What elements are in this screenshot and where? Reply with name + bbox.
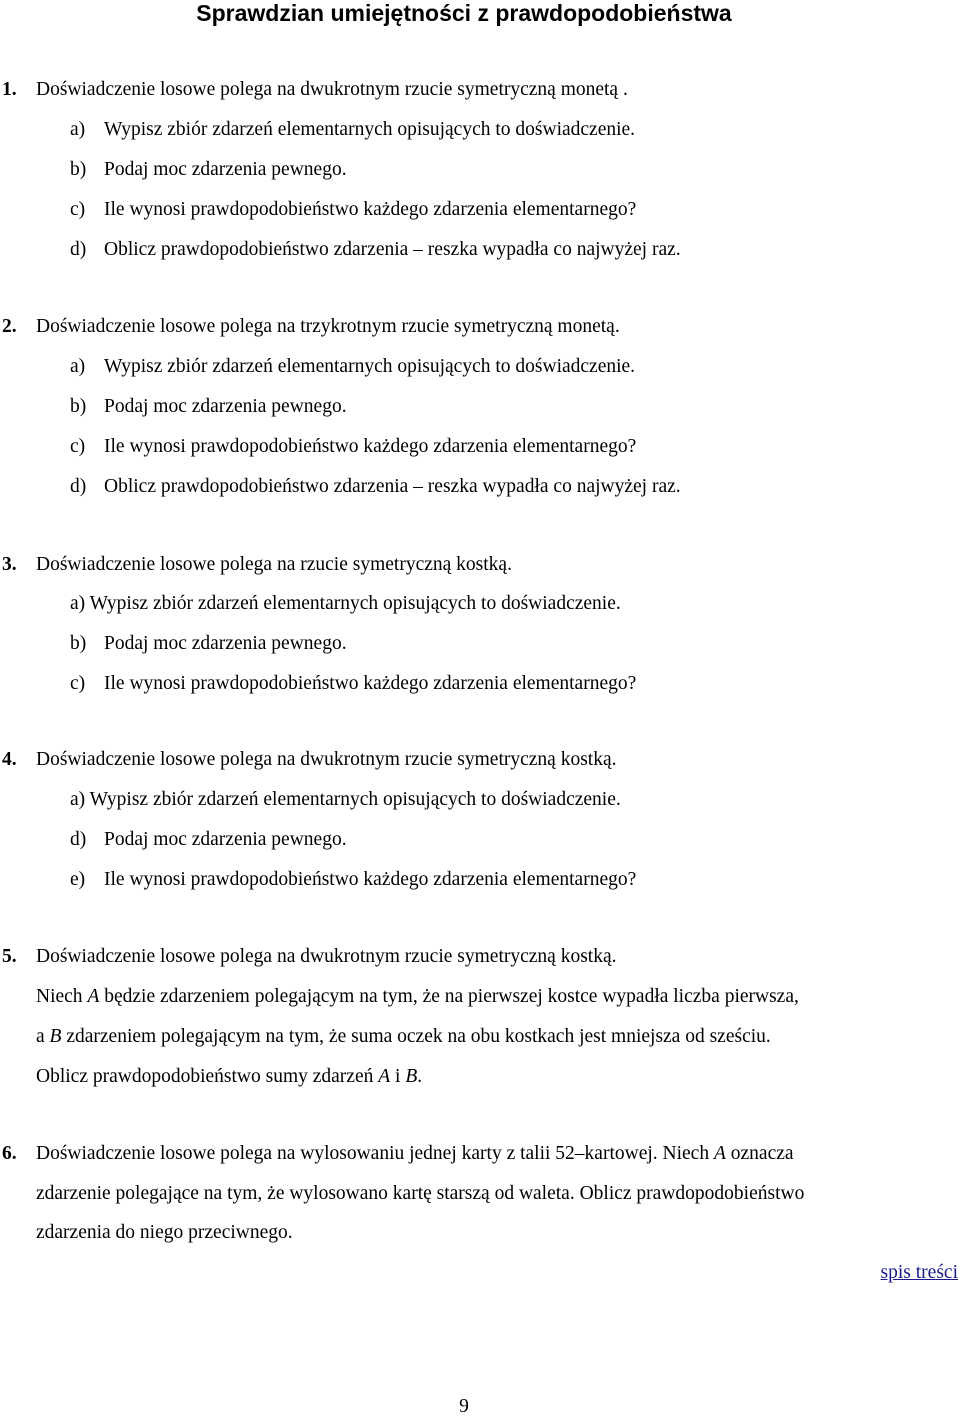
subquestion-a: a) Wypisz zbiór zdarzeń elementarnych opisujących to doświadczenie. bbox=[70, 593, 621, 614]
subquestion-c bbox=[70, 436, 636, 458]
text-fragment: Doświadczenie losowe polega na wylosowaniu jednej karty z talii 52–kartowej. Niech bbox=[36, 1143, 714, 1164]
subquestion-label: e) bbox=[70, 869, 86, 890]
subquestion-label: b) bbox=[70, 633, 87, 654]
subquestion-text: Oblicz prawdopodobieństwo zdarzenia – reszka wypadła co najwyżej raz. bbox=[104, 476, 681, 497]
text-fragment: Oblicz prawdopodobieństwo sumy zdarzeń bbox=[36, 1066, 379, 1087]
question-stem: Doświadczenie losowe polega na trzykrotnym rzucie symetryczną monetą. bbox=[36, 316, 620, 337]
question-text-line-2 bbox=[36, 1026, 771, 1048]
subquestion-label: a) bbox=[70, 119, 86, 140]
question-text-line-1 bbox=[36, 986, 799, 1008]
subquestion-label: d) bbox=[70, 476, 87, 497]
subquestion-label: c) bbox=[70, 673, 86, 694]
question-number: 5. bbox=[2, 946, 17, 967]
text-fragment: . bbox=[417, 1066, 423, 1087]
subquestion-text: Ile wynosi prawdopodobieństwo każdego zdarzenia elementarnego? bbox=[104, 436, 637, 457]
subquestion-label: b) bbox=[70, 159, 87, 180]
variable-a: A bbox=[378, 1066, 391, 1087]
subquestion-b bbox=[70, 159, 347, 181]
text-fragment: oznacza bbox=[725, 1143, 794, 1164]
subquestion-label: c) bbox=[70, 436, 86, 457]
subquestion-text: Podaj moc zdarzenia pewnego. bbox=[104, 829, 347, 850]
text-fragment: zdarzeniem polegającym na tym, że suma oczek na obu kostkach jest mniejsza od sześciu. bbox=[61, 1026, 771, 1047]
subquestion-text: Podaj moc zdarzenia pewnego. bbox=[104, 159, 347, 180]
subquestion-text: Podaj moc zdarzenia pewnego. bbox=[104, 633, 347, 654]
subquestion-c bbox=[70, 673, 636, 695]
subquestion-d bbox=[70, 239, 681, 261]
question-number: 6. bbox=[2, 1143, 17, 1164]
question-text-line-3: zdarzenia do niego przeciwnego. bbox=[36, 1222, 293, 1243]
subquestion-c bbox=[70, 199, 636, 221]
subquestion-a bbox=[70, 356, 635, 378]
subquestion-b bbox=[70, 633, 347, 655]
subquestion-text: Ile wynosi prawdopodobieństwo każdego zdarzenia elementarnego? bbox=[104, 869, 637, 890]
subquestion-label: b) bbox=[70, 396, 87, 417]
subquestion-label: c) bbox=[70, 199, 86, 220]
text-fragment: a bbox=[36, 1026, 50, 1047]
text-fragment: będzie zdarzeniem polegającym na tym, że na pierwszej kostce wypadła liczba pierwsza, bbox=[99, 986, 799, 1007]
subquestion-d bbox=[70, 476, 681, 498]
question-number: 2. bbox=[2, 316, 17, 337]
question-number: 3. bbox=[2, 554, 17, 575]
question-number: 4. bbox=[2, 749, 17, 770]
subquestion-text: Wypisz zbiór zdarzeń elementarnych opisujących to doświadczenie. bbox=[104, 119, 636, 140]
text-fragment: i bbox=[390, 1066, 406, 1087]
subquestion-text: Wypisz zbiór zdarzeń elementarnych opisujących to doświadczenie. bbox=[104, 356, 636, 377]
variable-b: B bbox=[405, 1066, 418, 1087]
subquestion-label: a) bbox=[70, 356, 86, 377]
subquestion-e bbox=[70, 869, 636, 891]
subquestion-text: Oblicz prawdopodobieństwo zdarzenia – reszka wypadła co najwyżej raz. bbox=[104, 239, 681, 260]
variable-b: B bbox=[49, 1026, 62, 1047]
question-stem: Doświadczenie losowe polega na rzucie symetryczną kostką. bbox=[36, 554, 512, 575]
question-text-line-3 bbox=[36, 1066, 422, 1088]
question-stem: Doświadczenie losowe polega na dwukrotnym rzucie symetryczną kostką. bbox=[36, 749, 617, 770]
subquestion-text: Podaj moc zdarzenia pewnego. bbox=[104, 396, 347, 417]
variable-a: A bbox=[713, 1143, 726, 1164]
page-title: Sprawdzian umiejętności z prawdopodobieństwa bbox=[196, 0, 732, 26]
table-of-contents-link[interactable]: spis treści bbox=[880, 1262, 958, 1283]
question-stem: Doświadczenie losowe polega na dwukrotnym rzucie symetryczną monetą . bbox=[36, 79, 628, 100]
subquestion-text: Ile wynosi prawdopodobieństwo każdego zdarzenia elementarnego? bbox=[104, 673, 637, 694]
subquestion-label: d) bbox=[70, 829, 87, 850]
question-number: 1. bbox=[2, 79, 17, 100]
variable-a: A bbox=[87, 986, 100, 1007]
subquestion-a bbox=[70, 119, 635, 141]
page-number: 9 bbox=[459, 1396, 469, 1417]
subquestion-text: Ile wynosi prawdopodobieństwo każdego zdarzenia elementarnego? bbox=[104, 199, 637, 220]
question-stem: Doświadczenie losowe polega na dwukrotnym rzucie symetryczną kostką. bbox=[36, 946, 617, 967]
text-fragment: Niech bbox=[36, 986, 88, 1007]
subquestion-d bbox=[70, 829, 347, 851]
question-text-line-2: zdarzenie polegające na tym, że wylosowano kartę starszą od waleta. Oblicz prawdopodobieństwo bbox=[36, 1183, 805, 1204]
question-text-line-1 bbox=[36, 1143, 794, 1165]
subquestion-label: d) bbox=[70, 239, 87, 260]
subquestion-a: a) Wypisz zbiór zdarzeń elementarnych opisujących to doświadczenie. bbox=[70, 789, 621, 810]
subquestion-b bbox=[70, 396, 347, 418]
